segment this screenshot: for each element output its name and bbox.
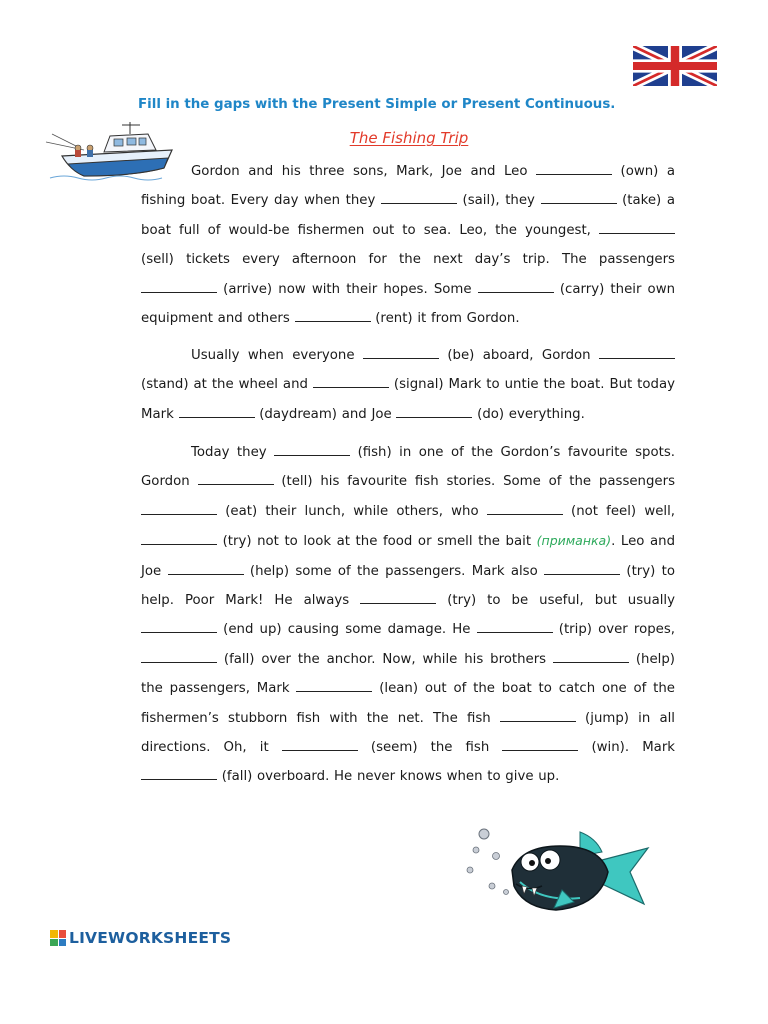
answer-gap[interactable] — [141, 532, 217, 545]
answer-gap[interactable] — [282, 738, 358, 751]
paragraph-2: Usually when everyone (be) aboard, Gordon (stand) at the wheel and (signal) Mark to untie the boat. But today Mark (daydream) and Joe (do) everything. — [141, 348, 675, 422]
answer-gap[interactable] — [141, 650, 217, 663]
answer-gap[interactable] — [313, 375, 389, 388]
answer-gap[interactable] — [381, 191, 457, 204]
answer-gap[interactable] — [141, 502, 217, 515]
answer-gap[interactable] — [599, 221, 675, 234]
answer-gap[interactable] — [500, 709, 576, 722]
answer-gap[interactable] — [168, 562, 244, 575]
answer-gap[interactable] — [553, 650, 629, 663]
answer-gap[interactable] — [502, 738, 578, 751]
answer-gap[interactable] — [198, 472, 274, 485]
answer-gap[interactable] — [141, 620, 217, 633]
paragraph-1: Gordon and his three sons, Mark, Joe and Leo (own) a fishing boat. Every day when they (sail), they (take) a boat full of would-be fishermen out to sea. Leo, the youngest, (sell) tickets every afternoon for the next day’s trip. The passengers (arrive) now with their hopes. Some (carry) their own equipment and others (rent) it from Gordon. — [141, 164, 675, 327]
answer-gap[interactable] — [487, 502, 563, 515]
uk-flag-icon — [633, 46, 717, 86]
logo-mark-icon — [50, 930, 66, 946]
answer-gap[interactable] — [179, 405, 255, 418]
liveworksheets-logo — [50, 927, 231, 949]
answer-gap[interactable] — [360, 591, 436, 604]
logo-text: LIVEWORKSHEETS — [69, 929, 232, 947]
answer-gap[interactable] — [477, 620, 553, 633]
translation-note: (приманка) — [536, 533, 612, 549]
answer-gap[interactable] — [541, 191, 617, 204]
answer-gap[interactable] — [599, 346, 675, 359]
answer-gap[interactable] — [363, 346, 439, 359]
answer-gap[interactable] — [396, 405, 472, 418]
answer-gap[interactable] — [295, 309, 371, 322]
cartoon-fish-illustration — [462, 826, 652, 922]
instruction-text: Fill in the gaps with the Present Simple or Present Continuous. — [138, 97, 616, 112]
answer-gap[interactable] — [141, 767, 217, 780]
answer-gap[interactable] — [296, 679, 372, 692]
story-title: The Fishing Trip — [349, 129, 469, 147]
paragraph-3: Today they (fish) in one of the Gordon’s favourite spots. Gordon (tell) his favourite fish stories. Some of the passengers (eat) their lunch, while others, who (not feel) well, (try) not to look at the food or smell the bait (приманка). Leo and Joe (help) some of the passengers. Mark also (try) to help. Poor Mark! He always (try) to be useful, but usually (end up) causing some damage. He (trip) over ropes, (fall) over the anchor. Now, while his brothers (help) the passengers, Mark (lean) out of the boat to catch one of the fishermen’s stubborn fish with the net. The fish (jump) in all directions. Oh, it (seem) the fish (win). Mark (fall) overboard. He never knows when to give up. — [141, 445, 676, 785]
answer-gap[interactable] — [536, 162, 612, 175]
answer-gap[interactable] — [141, 280, 217, 293]
answer-gap[interactable] — [274, 443, 350, 456]
answer-gap[interactable] — [478, 280, 554, 293]
answer-gap[interactable] — [544, 562, 620, 575]
